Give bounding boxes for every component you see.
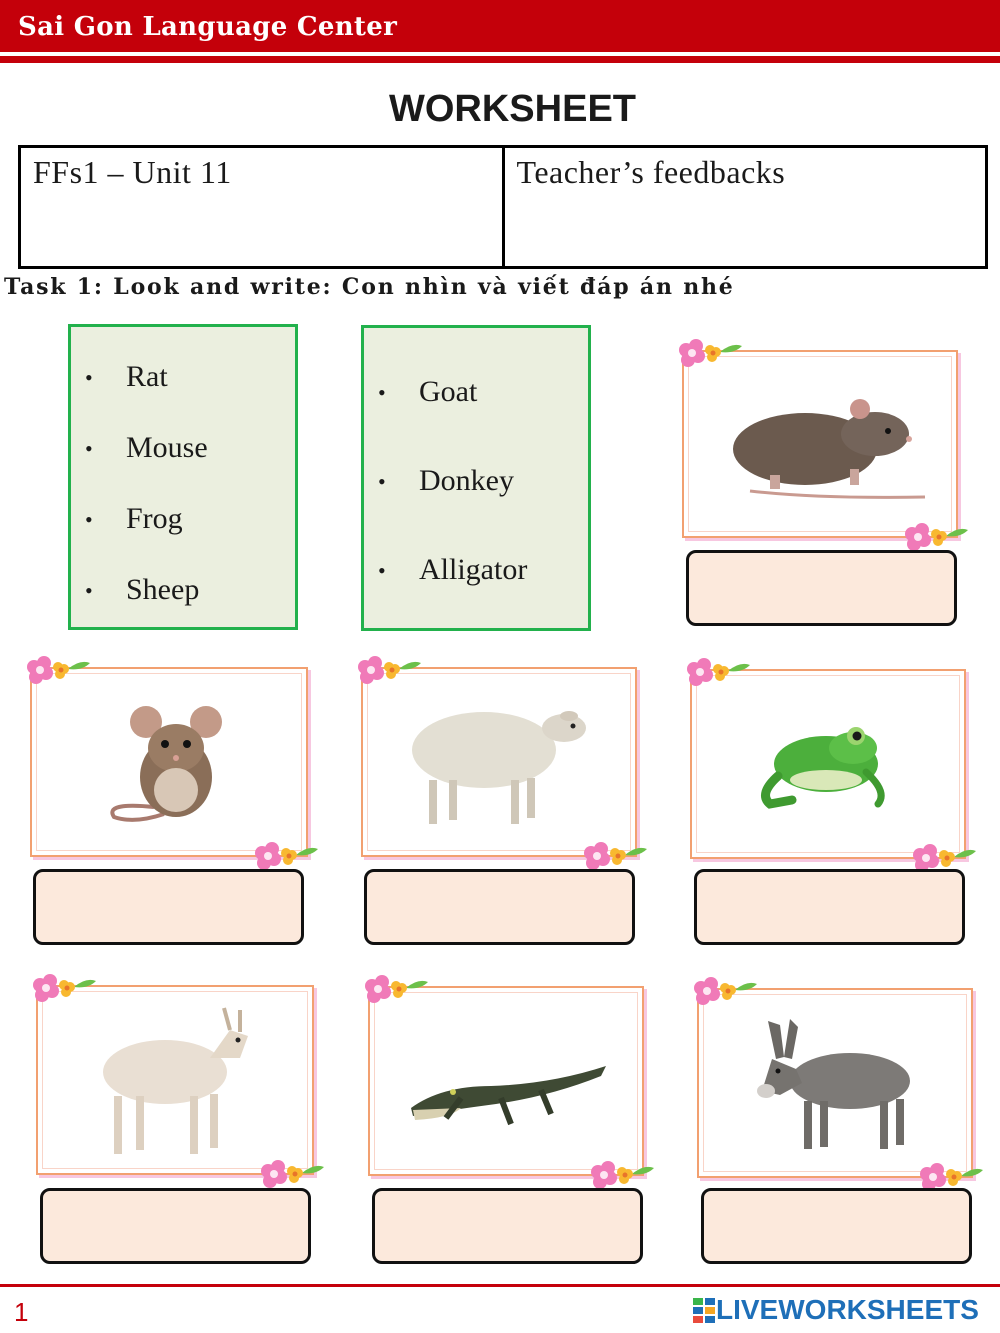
info-table	[18, 145, 988, 269]
liveworksheets-logo[interactable]	[692, 1292, 979, 1328]
answer-box-mouse[interactable]	[33, 869, 304, 945]
answer-box-alligator[interactable]	[372, 1188, 643, 1264]
flower-decoration-icon	[584, 1156, 654, 1192]
word-goat: Goat	[419, 375, 478, 408]
answer-box-donkey[interactable]	[701, 1188, 972, 1264]
goat-picture	[90, 1000, 260, 1160]
unit-cell: FFs1 – Unit 11	[33, 154, 232, 190]
bullet-icon: •	[378, 469, 386, 494]
flower-decoration-icon	[26, 969, 96, 1005]
flower-decoration-icon	[358, 970, 428, 1006]
header-divider	[0, 56, 1000, 63]
bullet-icon: •	[378, 380, 386, 405]
bullet-icon: •	[85, 436, 93, 461]
flower-decoration-icon	[898, 518, 968, 554]
sheep-picture	[399, 692, 599, 832]
rat-picture-frame	[682, 350, 958, 538]
answer-box-sheep[interactable]	[364, 869, 635, 945]
bullet-icon: •	[378, 558, 386, 583]
header-bar	[0, 0, 1000, 52]
flower-decoration-icon	[680, 653, 750, 689]
word-rat: Rat	[126, 360, 168, 393]
flower-decoration-icon	[672, 334, 742, 370]
word-bank-1	[68, 324, 298, 630]
bullet-icon: •	[85, 365, 93, 390]
goat-picture-frame	[36, 985, 314, 1175]
frog-picture	[748, 714, 908, 814]
alligator-picture	[401, 1026, 611, 1136]
liveworksheets-logo-text: LIVEWORKSHEETS	[716, 1294, 979, 1325]
answer-box-goat[interactable]	[40, 1188, 311, 1264]
worksheet-title: WORKSHEET	[389, 88, 636, 130]
flower-decoration-icon	[248, 837, 318, 873]
word-donkey: Donkey	[419, 464, 514, 497]
sheep-picture-frame	[361, 667, 637, 857]
flower-decoration-icon	[20, 651, 90, 687]
bullet-icon: •	[85, 578, 93, 603]
answer-box-frog[interactable]	[694, 869, 965, 945]
word-mouse: Mouse	[126, 431, 208, 464]
rat-picture	[710, 379, 930, 509]
flower-decoration-icon	[351, 651, 421, 687]
word-bank-2	[361, 325, 591, 631]
flower-decoration-icon	[254, 1155, 324, 1191]
frog-picture-frame	[690, 669, 966, 859]
liveworksheets-logo-icon	[692, 1296, 716, 1324]
answer-box-rat[interactable]	[686, 550, 957, 626]
word-sheep: Sheep	[126, 573, 200, 606]
donkey-picture-frame	[697, 988, 973, 1178]
mouse-picture	[94, 692, 244, 832]
task-instruction: Task 1: Look and write: Con nhìn và viết đáp án nhé	[4, 274, 735, 300]
flower-decoration-icon	[577, 837, 647, 873]
footer-divider	[0, 1284, 1000, 1287]
bullet-icon: •	[85, 507, 93, 532]
flower-decoration-icon	[687, 972, 757, 1008]
alligator-picture-frame	[368, 986, 644, 1176]
word-frog: Frog	[126, 502, 183, 535]
center-name: Sai Gon Language Center	[18, 12, 398, 42]
word-alligator: Alligator	[419, 553, 528, 586]
donkey-picture	[750, 1013, 920, 1153]
page-number: 1	[14, 1297, 29, 1327]
feedback-cell: Teacher’s feedbacks	[502, 148, 986, 266]
mouse-picture-frame	[30, 667, 308, 857]
